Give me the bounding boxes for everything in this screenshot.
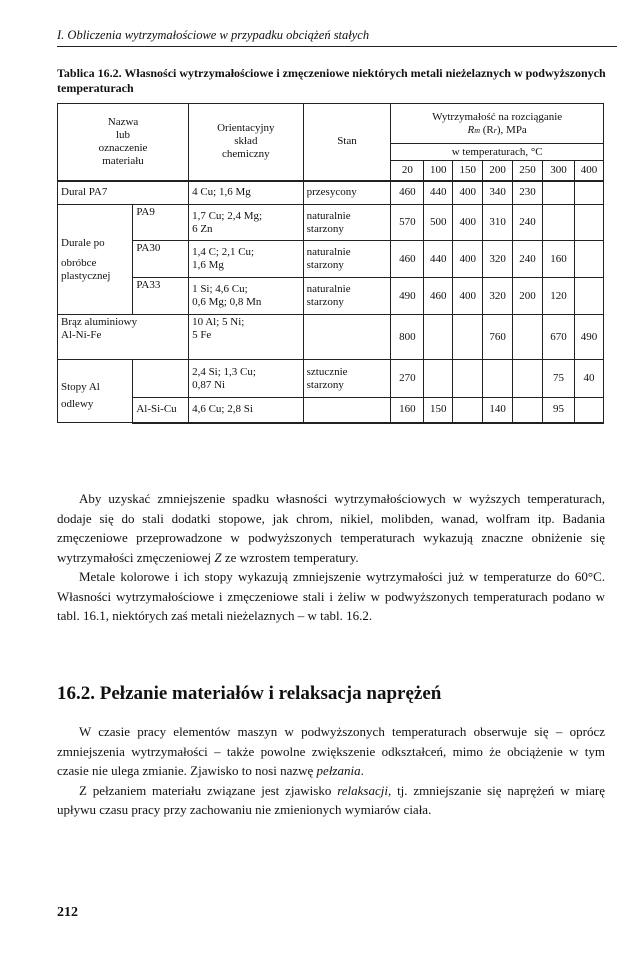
temp-header: 250 [513, 161, 543, 181]
paragraph: W czasie pracy elementów maszyn w podwyższonych temperaturach obserwuje się – oprócz zmniejszenia wytrzymałości – także powolne zwiększenie odkształceń, mimo że obciążenie w tym czasie nie ulega zmianie. Zjawisko to nosi nazwę pełzania. [57, 724, 605, 778]
header-temp-label: w temperaturach, °C [391, 144, 604, 161]
paragraph: Z pełzaniem materiału związane jest zjawisko relaksacji, tj. zmniejszanie się naprężeń w miarę upływu czasu pracy przy zachowaniu nie zmienionych wymiarów ciała. [57, 782, 605, 817]
table-row: PA33 1 Si; 4,6 Cu; 0,6 Mg; 0,8 Mn naturalnie starzony 490 460 400 320 200 120 [58, 278, 604, 315]
temp-header: 20 [391, 161, 424, 181]
group-durale: Durale po obróbce plastycznej [58, 205, 133, 315]
header-composition: Orientacyjny skład chemiczny [189, 104, 304, 181]
group-stopy: Stopy Al odlewy [58, 360, 133, 423]
temp-header: 300 [543, 161, 575, 181]
properties-table [57, 103, 604, 424]
section-title: 16.2. Pełzanie materiałów i relaksacja naprężeń [57, 683, 442, 704]
table-row: Stopy Al odlewy 2,4 Si; 1,3 Cu; 0,87 Ni sztucznie starzony 270 75 40 [58, 360, 604, 398]
header-name: Nazwa lub oznaczenie materiału [58, 104, 189, 181]
temp-header: 150 [453, 161, 483, 181]
temp-header: 100 [424, 161, 453, 181]
running-header: I. Obliczenia wytrzymałościowe w przypadku obciążeń stałych [57, 28, 617, 47]
temp-header: 400 [574, 161, 603, 181]
body-paragraphs-1 [57, 489, 605, 626]
temp-header: 200 [483, 161, 513, 181]
table-row: PA30 1,4 C; 2,1 Cu; 1,6 Mg naturalnie starzony 460 440 400 320 240 160 [58, 241, 604, 278]
table-row: Brąz aluminiowy Al-Ni-Fe 10 Al; 5 Ni; 5 Fe 800 760 670 490 [58, 315, 604, 360]
header-state: Stan [303, 104, 391, 181]
table-row: Durale po obróbce plastycznej PA9 1,7 Cu; 2,4 Mg; 6 Zn naturalnie starzony 570 500 400 310 240 [58, 205, 604, 241]
header-strength: Wytrzymałość na rozciąganie Rm (Rr), MPa [391, 104, 604, 144]
page-number: 212 [57, 905, 78, 920]
table-row: Al-Si-Cu 4,6 Cu; 2,8 Si 160 150 140 95 [58, 398, 604, 423]
body-paragraphs-2 [57, 722, 605, 820]
table-row: Dural PA7 4 Cu; 1,6 Mg przesycony 460 440 400 340 230 [58, 181, 604, 205]
paragraph: Metale kolorowe i ich stopy wykazują zmniejszenie wytrzymałości już w temperaturze do 60°C. Własności wytrzymałościowe i zmęczeniowe stali i żeliw w podwyższonych temperaturach podano w tabl. 16.1, niektórych zaś metali nieżelaznych – w tabl. 16.2. [57, 569, 605, 623]
table-caption: Tablica 16.2. Własności wytrzymałościowe i zmęczeniowe niektórych metali nieżelaznych w podwyższonych temperaturach [57, 66, 606, 95]
paragraph: Aby uzyskać zmniejszenie spadku własności wytrzymałościowych w wyższych temperaturach, dodaje się do stali dodatki stopowe, jak chrom, nikiel, molibden, wanad, wolfram itp. Badania zmęczeniowe przeprowadzone w podwyższonych temperaturach wykazują znaczne obniżenie się wytrzymałości zmęczeniowej Z ze wzrostem temperatury. [57, 491, 605, 565]
